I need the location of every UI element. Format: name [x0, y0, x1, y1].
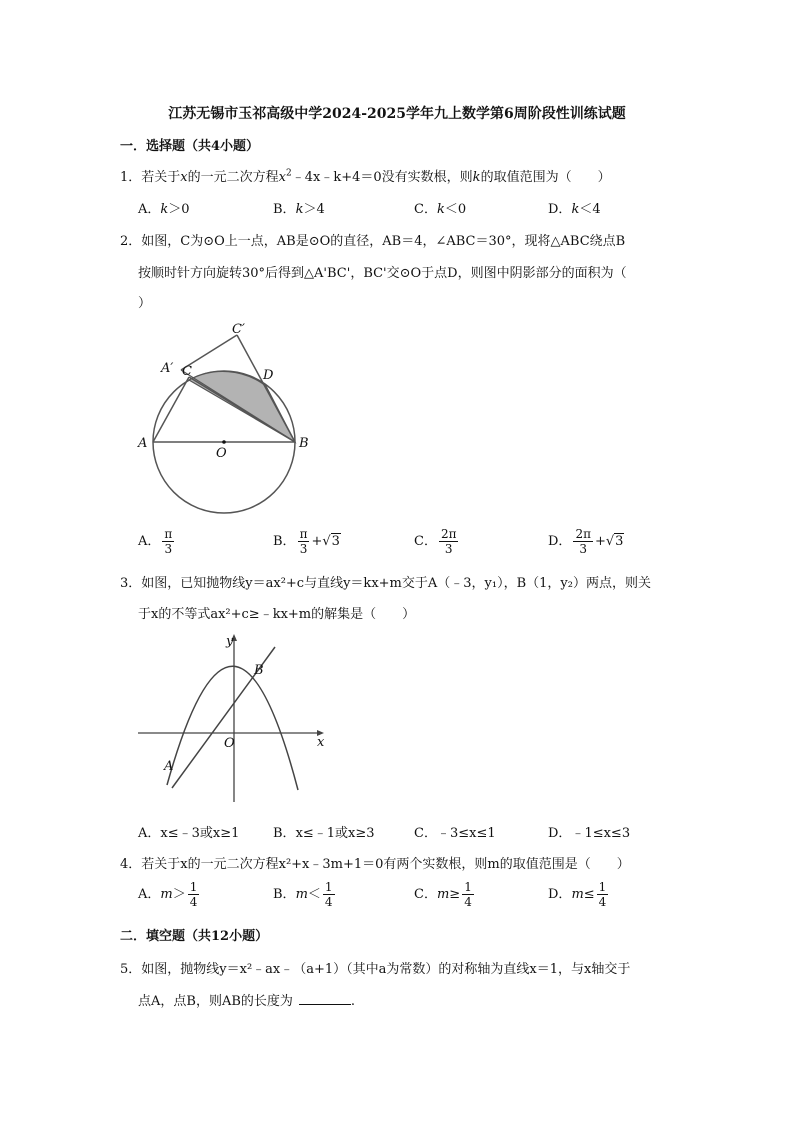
label-a-prime: A′	[161, 361, 174, 376]
q4-option-a[interactable]: A．m＞ $\frac{1}{4}$	[138, 880, 198, 909]
q3-option-a[interactable]: A．x≤﹣3或x≥1	[138, 826, 240, 841]
q1-option-a[interactable]: A．k＞0	[138, 202, 190, 217]
question-5-line1: 5．如图，抛物线y＝x²﹣ax﹣（a+1）（其中a为常数）的对称轴为直线x＝1，与x轴交于	[120, 962, 631, 977]
q1-eq-rest: ﹣4x﹣k+4＝0	[291, 170, 382, 185]
page-title: 江苏无锡市玉祁高级中学2024-2025学年九上数学第6周阶段性训练试题	[168, 106, 626, 122]
center-point	[222, 440, 226, 444]
q1-var-x: x	[180, 170, 188, 185]
label-b: B	[254, 663, 264, 678]
q1-option-c[interactable]: C．k＜0	[414, 202, 467, 217]
question-4-line1: 4．若关于x的一元二次方程x²+x﹣3m+1＝0有两个实数根，则m的取值范围是（ ）	[120, 857, 630, 872]
section-heading-choice: 一．选择题（共4小题）	[120, 139, 260, 154]
q1-option-b[interactable]: B．k＞4	[273, 202, 325, 217]
question-1-text	[120, 166, 611, 185]
q1-text-c: 没有实数根，则	[381, 170, 473, 185]
q3-option-d[interactable]: D．﹣1≤x≤3	[548, 826, 631, 841]
q2-option-b[interactable]: B． $\frac{\pi}{3}$ +√3	[273, 527, 340, 556]
q4-option-b[interactable]: B．m＜ $\frac{1}{4}$	[273, 880, 333, 909]
question-3-line1: 3．如图，已知抛物线y＝ax²+c与直线y＝kx+m交于A（﹣3，y₁），B（1，y₂）两点，则关	[120, 576, 651, 591]
q3-option-c[interactable]: C．﹣3≤x≤1	[414, 826, 496, 841]
label-c-prime: C′	[232, 322, 245, 337]
q1-eq-sup: 2	[286, 168, 292, 179]
label-x: x	[317, 735, 325, 750]
q3-option-b[interactable]: B．x≤﹣1或x≥3	[273, 826, 375, 841]
q1-text-a: 若关于	[141, 170, 181, 185]
q4-option-d[interactable]: D．m≤ $\frac{1}{4}$	[548, 880, 607, 909]
question-3-line2: 于x的不等式ax²+c≥﹣kx+m的解集是（ ）	[138, 607, 416, 622]
segment-ac	[153, 377, 189, 442]
question-2-line1: 2．如图，C为⊙O上一点，AB是⊙O的直径，AB＝4，∠ABC＝30°，现将△ABC绕点B	[120, 234, 626, 249]
q1-text-b: 的一元二次方程	[187, 170, 279, 185]
parabola-line-figure	[130, 630, 340, 810]
label-y: y	[226, 634, 234, 649]
label-o: O	[216, 446, 227, 461]
label-c: C	[182, 364, 192, 379]
label-o: O	[224, 736, 235, 751]
label-a: A	[164, 759, 174, 774]
q2-option-c[interactable]: C． $\frac{2\pi}{3}$	[414, 527, 457, 556]
q1-var-k: k	[472, 170, 481, 185]
label-b: B	[299, 436, 309, 451]
q1-eq-x: x	[278, 170, 286, 185]
question-number: 1．	[120, 170, 142, 185]
question-5-line2: 点A，点B，则AB的长度为 .	[138, 994, 356, 1009]
parabola-curve	[167, 666, 298, 790]
answer-blank[interactable]	[299, 992, 351, 1005]
question-2-line3: ）	[138, 296, 152, 311]
q2-option-d[interactable]: D． $\frac{2\pi}{3}$ +√3	[548, 527, 624, 556]
q1-text-d: 的取值范围为（ ）	[480, 170, 611, 185]
q2-option-a[interactable]: A． $\frac{\pi}{3}$	[138, 527, 173, 556]
q4-option-c[interactable]: C．m≥ $\frac{1}{4}$	[414, 880, 472, 909]
label-d: D	[263, 368, 274, 383]
question-2-line2: 按顺时针方向旋转30°后得到△A'BC'，BC'交⊙O于点D，则图中阴影部分的面积为（	[138, 266, 627, 281]
circle-rotation-figure	[130, 315, 330, 520]
q1-option-d[interactable]: D．k＜4	[548, 202, 601, 217]
section-heading-fill: 二．填空题（共12小题）	[120, 929, 269, 944]
label-a: A	[138, 436, 148, 451]
